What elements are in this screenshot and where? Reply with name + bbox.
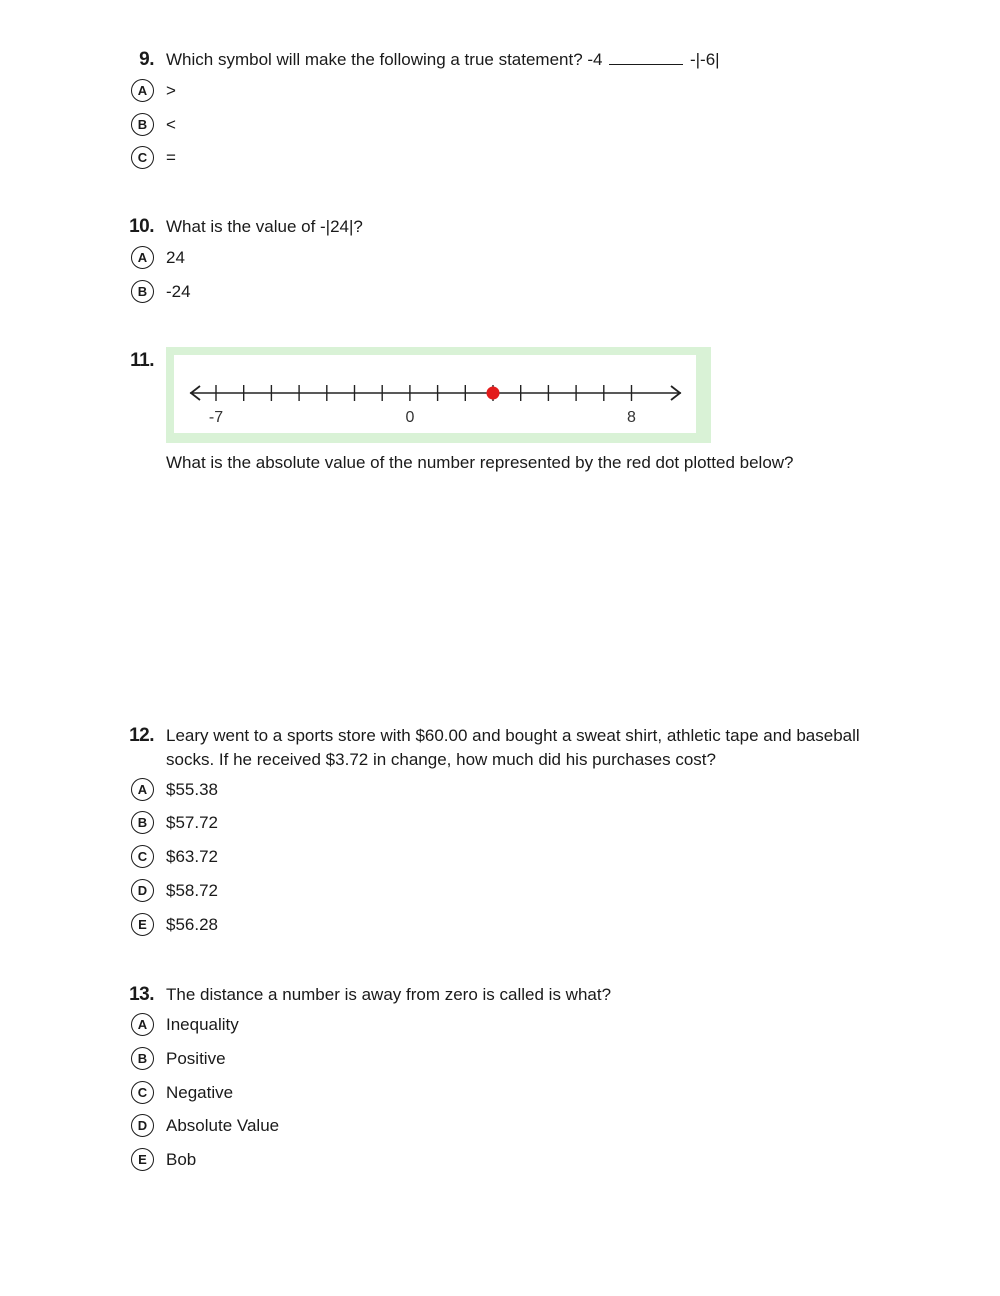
question-9-header — [0, 48, 1000, 72]
number-line-label: -7 — [208, 409, 224, 426]
option-bubble[interactable]: A — [131, 1013, 154, 1036]
question-text-before: Which symbol will make the following a true statement? -4 — [166, 50, 603, 69]
number-line — [174, 355, 696, 433]
option-text: $58.72 — [166, 881, 218, 900]
option-bubble[interactable]: B — [131, 811, 154, 834]
number-line-label: 0 — [405, 409, 415, 426]
option-bubble[interactable]: A — [131, 246, 154, 269]
option-bubble[interactable]: B — [131, 1047, 154, 1070]
option-text: Absolute Value — [166, 1116, 280, 1135]
option-bubble[interactable]: D — [131, 879, 154, 902]
option-text: 24 — [166, 248, 185, 267]
red-dot-point — [487, 387, 500, 400]
number-line-figure — [166, 347, 711, 443]
option-bubble[interactable]: E — [131, 1148, 154, 1171]
option-bubble[interactable]: D — [131, 1114, 154, 1137]
question-text-after: -|-6| — [689, 50, 720, 69]
option-text: -24 — [166, 282, 191, 301]
number-line-label: 8 — [627, 409, 636, 426]
question-12 — [0, 724, 1000, 934]
option-text: $63.72 — [166, 847, 218, 866]
question-number: 13. — [129, 984, 154, 1005]
question-text: Leary went to a sports store with $60.00 and bought a sweat shirt, athletic tape and baseball socks. If he received $3.72 in change, how much did his purchases cost? — [166, 726, 860, 769]
option-bubble[interactable]: E — [131, 913, 154, 936]
question-13 — [0, 983, 1000, 1169]
option-bubble[interactable]: A — [131, 778, 154, 801]
number-line-labels — [209, 409, 636, 426]
question-text: What is the absolute value of the number represented by the red dot plotted below? — [166, 453, 794, 472]
question-number: 12. — [129, 725, 154, 746]
option-text: $55.38 — [166, 780, 218, 799]
option-text: $56.28 — [166, 915, 218, 934]
option-text: Bob — [166, 1150, 197, 1169]
option-text: < — [166, 115, 176, 134]
option-bubble[interactable]: A — [131, 79, 154, 102]
option-bubble[interactable]: B — [131, 280, 154, 303]
question-11-text-block — [0, 451, 1000, 475]
option-text: Negative — [166, 1083, 234, 1102]
question-text: What is the value of -|24|? — [166, 217, 363, 236]
question-number: 9. — [139, 49, 154, 70]
option-text: = — [166, 148, 176, 167]
option-bubble[interactable]: C — [131, 845, 154, 868]
option-text: Positive — [166, 1049, 226, 1068]
question-12-header — [0, 724, 1000, 769]
question-9 — [0, 48, 1000, 167]
answer-blank[interactable] — [609, 48, 683, 65]
option-bubble[interactable]: C — [131, 146, 154, 169]
option-text: Inequality — [166, 1015, 239, 1034]
question-text: The distance a number is away from zero is called is what? — [166, 985, 612, 1004]
option-bubble[interactable]: B — [131, 113, 154, 136]
question-number: 11. — [130, 350, 154, 371]
question-number: 10. — [129, 216, 154, 237]
question-13-header — [0, 983, 1000, 1007]
question-10-header — [0, 215, 1000, 239]
number-line-panel — [174, 355, 696, 433]
question-10 — [0, 215, 1000, 301]
question-text — [166, 48, 896, 72]
option-text: > — [166, 81, 176, 100]
option-bubble[interactable]: C — [131, 1081, 154, 1104]
option-text: $57.72 — [166, 813, 218, 832]
